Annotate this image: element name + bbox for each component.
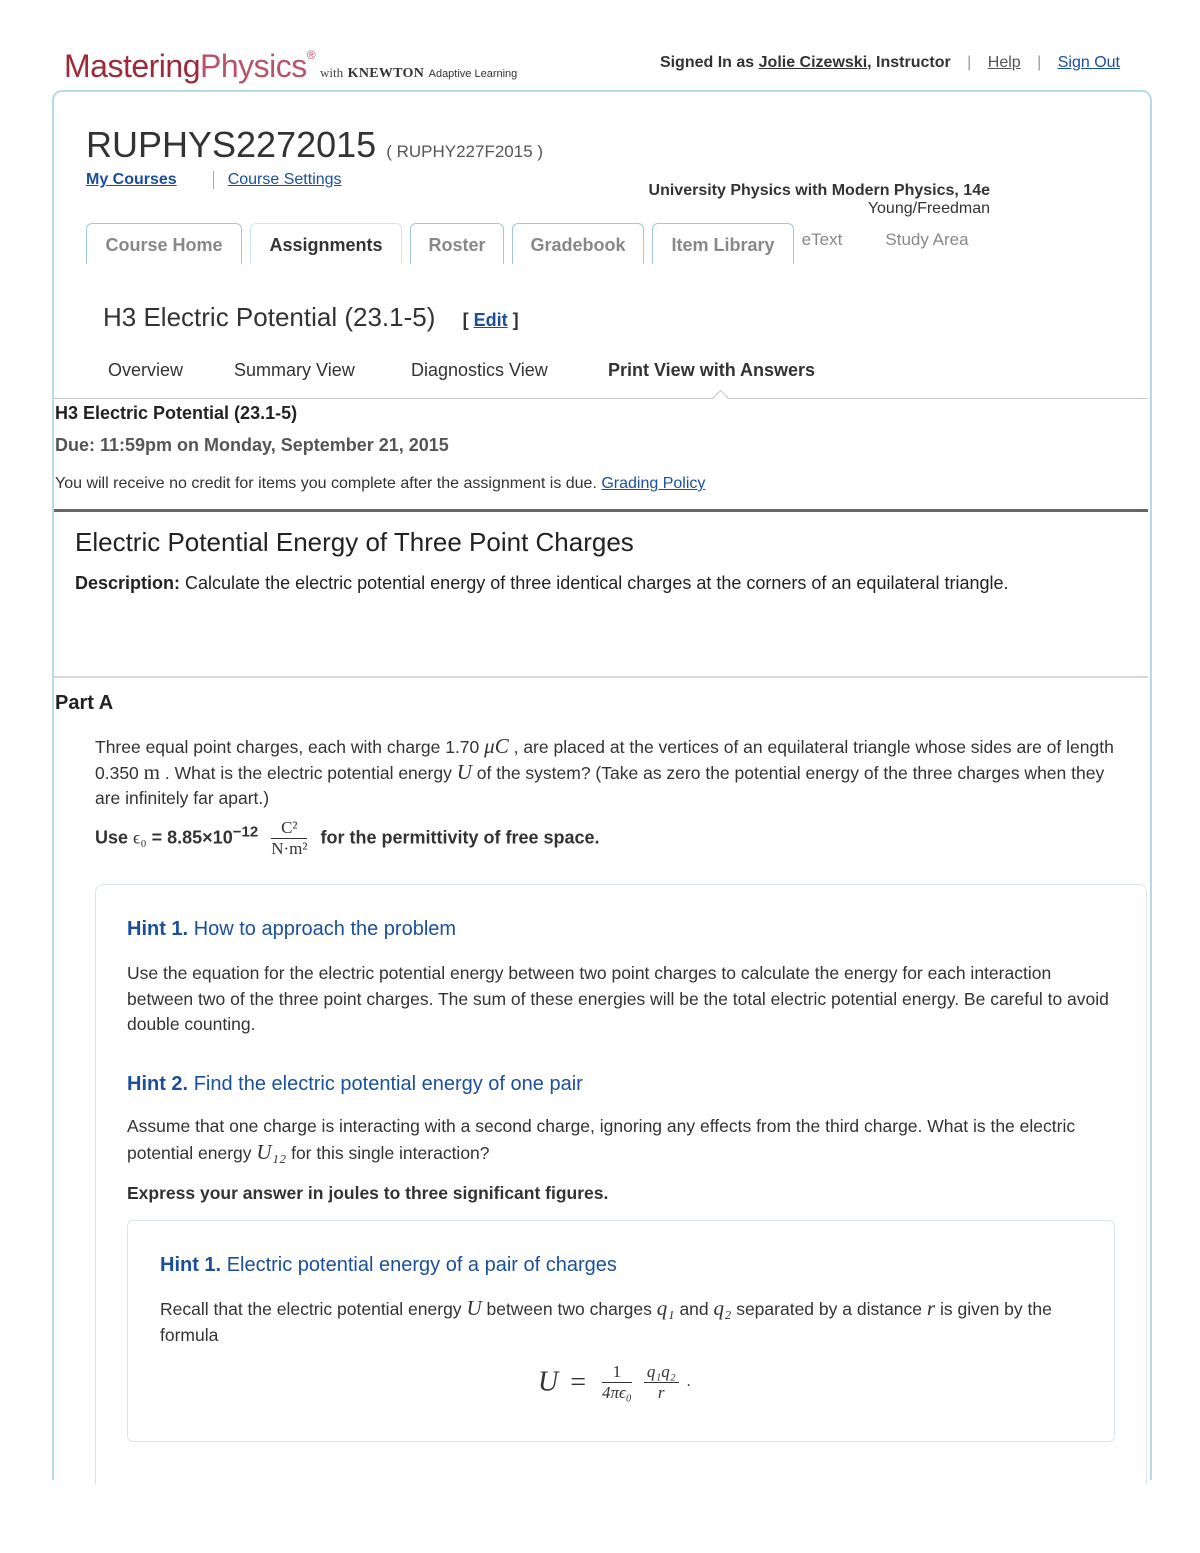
tab-course-home[interactable]: Course Home xyxy=(86,223,242,264)
sub-text: separated by a distance xyxy=(736,1299,923,1319)
tab-etext[interactable]: eText xyxy=(801,230,843,249)
hint-2-text xyxy=(127,1114,1117,1166)
part-divider xyxy=(54,676,1148,678)
textbook-info xyxy=(649,182,990,218)
main-tabs xyxy=(86,223,1086,265)
book-authors: Young/Freedman xyxy=(867,200,990,217)
tab-gradebook[interactable]: Gradebook xyxy=(512,223,644,264)
formula-den-1: 4πϵ₀ xyxy=(602,1383,632,1402)
subnav-print-view[interactable]: Print View with Answers xyxy=(608,360,816,380)
formula-fraction-1 xyxy=(602,1362,632,1403)
hint-2-text-b: for this single interaction? xyxy=(291,1142,490,1163)
sign-out-link[interactable]: Sign Out xyxy=(1057,54,1120,71)
subnav-divider xyxy=(54,398,1148,399)
tab-roster[interactable]: Roster xyxy=(410,223,504,264)
grading-policy-link[interactable]: Grading Policy xyxy=(601,475,706,492)
problem-title: Electric Potential Energy of Three Point Charges xyxy=(75,527,634,557)
coulomb-formula xyxy=(538,1362,691,1403)
tab-study-area[interactable]: Study Area xyxy=(885,230,969,249)
course-settings-link[interactable]: Course Settings xyxy=(227,171,342,189)
logo-adaptive: Adaptive Learning xyxy=(428,68,518,80)
hint-2-heading[interactable] xyxy=(127,1073,583,1096)
question-text xyxy=(95,734,1125,811)
formula-period: . xyxy=(686,1373,691,1391)
sub-hint-1-heading[interactable] xyxy=(160,1254,617,1277)
course-title xyxy=(86,124,543,166)
eps-units-num: C² xyxy=(271,818,307,839)
symbol-q2: q₂ xyxy=(713,1296,732,1320)
symbol-r: r xyxy=(926,1296,936,1320)
logo-physics: Physics xyxy=(200,48,307,84)
subnav-diagnostics-view[interactable]: Diagnostics View xyxy=(411,360,548,380)
sub-text: is given by the formula xyxy=(160,1299,1052,1345)
hint-1-text: Use the equation for the electric potential energy between two point charges to calculate the energy for each interaction between two of the three point charges. The sum of these energies will be the total electric potential energy. Be careful to avoid double counting. xyxy=(127,963,1109,1034)
formula-fraction-2 xyxy=(644,1362,679,1403)
sub-hint-1-label: Hint 1. xyxy=(160,1254,222,1276)
formula-den-2: r xyxy=(657,1383,665,1402)
formula-u: U xyxy=(538,1366,559,1398)
course-links xyxy=(86,171,342,189)
symbol-u: U xyxy=(466,1296,482,1320)
part-a-heading: Part A xyxy=(55,692,114,714)
question-part: . What is the electric potential energy xyxy=(164,763,452,783)
section-divider xyxy=(54,509,1148,512)
signed-in-label: Signed In as xyxy=(659,54,755,71)
question-part: Three equal point charges, each with charge 1.70 xyxy=(95,737,480,757)
epsilon-symbol: ϵ₀ xyxy=(133,827,147,848)
divider: | xyxy=(967,54,972,71)
eps-units xyxy=(271,818,307,859)
subnav-summary-view[interactable]: Summary View xyxy=(234,360,355,380)
formula-equals: = xyxy=(570,1366,587,1398)
hint-1-title: How to approach the problem xyxy=(193,918,457,940)
help-link[interactable]: Help xyxy=(987,54,1021,71)
due-date: Due: 11:59pm on Monday, September 21, 2015 xyxy=(55,435,449,455)
divider: | xyxy=(1037,54,1042,71)
bracket-open: [ xyxy=(462,310,469,330)
eps-value: = 8.85×10 xyxy=(151,827,233,848)
eps-tail: for the permittivity of free space. xyxy=(320,827,600,848)
divider xyxy=(213,171,214,189)
eps-units-den: N·m² xyxy=(271,839,308,858)
book-title: University Physics with Modern Physics, 14e xyxy=(648,182,990,199)
policy-text: You will receive no credit for items you complete after the assignment is due. xyxy=(55,475,597,492)
policy-line xyxy=(55,475,705,493)
tab-assignments[interactable]: Assignments xyxy=(250,223,402,264)
description-text: Calculate the electric potential energy of three identical charges at the corners of an equilateral triangle. xyxy=(185,573,1009,593)
permittivity-line xyxy=(95,818,600,859)
symbol-q1: q₁ xyxy=(656,1296,675,1320)
symbol-u: U xyxy=(456,760,472,784)
subnav-overview[interactable]: Overview xyxy=(108,360,184,380)
sub-text: and xyxy=(679,1299,709,1319)
bracket-close: ] xyxy=(512,310,519,330)
problem-description xyxy=(75,570,1075,596)
hint-2-text-a: Assume that one charge is interacting with a second charge, ignoring any effects from the third charge. What is the electric potential energy xyxy=(127,1116,1076,1163)
question-part: of the system? (Take as zero the potential energy of the three charges when they are infinitely far apart.) xyxy=(95,763,1105,808)
eps-use: Use xyxy=(95,827,129,848)
assignment-title xyxy=(103,302,519,333)
logo-mastering: Mastering xyxy=(64,48,200,84)
edit-bracket xyxy=(463,310,519,330)
formula-num-1: 1 xyxy=(602,1362,632,1383)
user-name[interactable]: Jolie Cizewski xyxy=(758,54,868,71)
user-bar xyxy=(660,54,1120,72)
eps-exponent: −12 xyxy=(232,823,259,841)
edit-link[interactable]: Edit xyxy=(473,310,508,330)
sub-text: Recall that the electric potential energy xyxy=(160,1299,462,1319)
sub-hint-1-title: Electric potential energy of a pair of charges xyxy=(226,1254,617,1276)
print-title: H3 Electric Potential (23.1-5) xyxy=(55,403,298,423)
my-courses-link[interactable]: My Courses xyxy=(86,171,177,189)
formula-num-2: q₁q₂ xyxy=(644,1362,679,1383)
sub-text: between two charges xyxy=(486,1299,652,1319)
unit-meter: m xyxy=(143,760,161,784)
sub-hint-1-text xyxy=(160,1296,1090,1348)
hint-1-label: Hint 1. xyxy=(127,918,189,940)
registered-mark: ® xyxy=(306,48,316,62)
user-role: , Instructor xyxy=(867,54,951,71)
tab-item-library[interactable]: Item Library xyxy=(652,223,794,264)
logo-knewton: KNEWTON xyxy=(347,66,425,81)
hint-2-label: Hint 2. xyxy=(127,1073,189,1095)
hint-2-title: Find the electric potential energy of one pair xyxy=(193,1073,583,1095)
course-code: ( RUPHY227F2015 ) xyxy=(386,142,544,161)
assignment-name: H3 Electric Potential (23.1-5) xyxy=(103,302,436,332)
express-instruction: Express your answer in joules to three significant figures. xyxy=(127,1183,609,1203)
mastering-physics-logo[interactable] xyxy=(64,48,517,85)
hint-1-heading[interactable] xyxy=(127,918,456,941)
unit-microcoulomb: μC xyxy=(484,734,509,758)
course-name: RUPHYS2272015 xyxy=(86,124,377,165)
description-label: Description: xyxy=(75,573,181,593)
symbol-u12: U₁₂ xyxy=(256,1139,287,1164)
question-part: , are placed at the vertices of an equilateral triangle whose sides are of length 0.350 xyxy=(95,737,1114,783)
logo-with: with xyxy=(320,65,344,80)
